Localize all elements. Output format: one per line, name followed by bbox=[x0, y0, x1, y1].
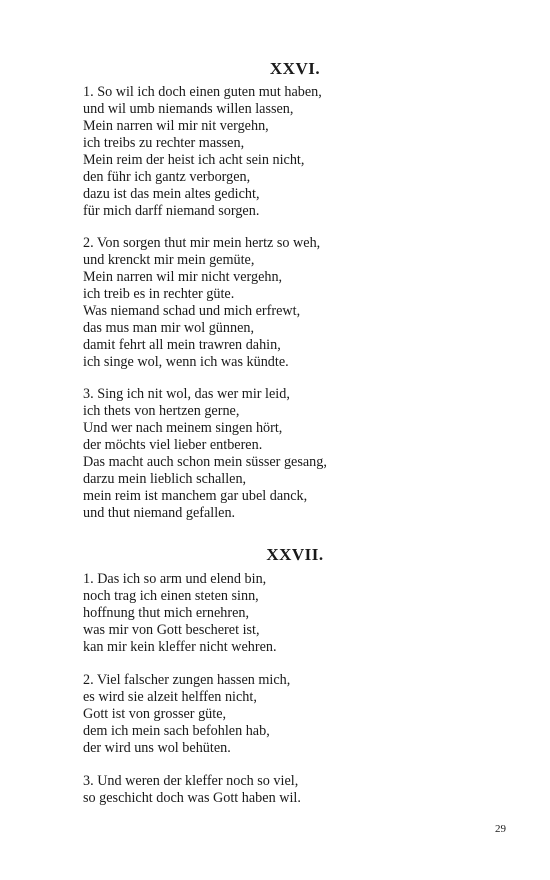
song-heading: XXVII. bbox=[266, 545, 324, 564]
verse-line: dem ich mein sach befohlen hab, bbox=[83, 723, 270, 739]
verse-line: damit fehrt all mein trawren dahin, bbox=[83, 337, 281, 353]
stanza bbox=[83, 571, 483, 656]
stanza bbox=[83, 672, 483, 757]
verse-line: 1. So wil ich doch einen guten mut haben, bbox=[83, 84, 322, 100]
stanza bbox=[83, 84, 483, 220]
song-heading: XXVI. bbox=[269, 59, 321, 78]
stanza bbox=[83, 386, 483, 522]
verse-line: mein reim ist manchem gar ubel danck, bbox=[83, 488, 308, 504]
verse-line: Mein narren wil mir nit vergehn, bbox=[83, 118, 269, 134]
verse-line: Gott ist von grosser güte, bbox=[83, 706, 227, 722]
verse-line: der wird uns wol behüten. bbox=[83, 740, 231, 756]
verse-line: das mus man mir wol günnen, bbox=[83, 320, 255, 336]
verse-line: ich thets von hertzen gerne, bbox=[83, 403, 240, 419]
page-number: 29 bbox=[495, 823, 506, 835]
verse-line: und thut niemand gefallen. bbox=[83, 505, 236, 521]
verse-line: Was niemand schad und mich erfrewt, bbox=[83, 303, 301, 319]
verse-line: den führ ich gantz verborgen, bbox=[83, 169, 251, 185]
verse-line: und wil umb niemands willen lassen, bbox=[83, 101, 294, 117]
verse-line: hoffnung thut mich ernehren, bbox=[83, 605, 250, 621]
verse-line: so geschicht doch was Gott haben wil. bbox=[83, 790, 301, 806]
verse-line: für mich darff niemand sorgen. bbox=[83, 203, 260, 219]
verse-line: noch trag ich einen steten sinn, bbox=[83, 588, 259, 604]
verse-line: was mir von Gott bescheret ist, bbox=[83, 622, 260, 638]
stanza bbox=[83, 235, 483, 371]
verse-line: dazu ist das mein altes gedicht, bbox=[83, 186, 260, 202]
verse-line: kan mir kein kleffer nicht wehren. bbox=[83, 639, 277, 655]
verse-line: ich treib es in rechter güte. bbox=[83, 286, 235, 302]
verse-line: 3. Sing ich nit wol, das wer mir leid, bbox=[83, 386, 290, 402]
verse-line: 1. Das ich so arm und elend bin, bbox=[83, 571, 267, 587]
verse-line: und krenckt mir mein gemüte, bbox=[83, 252, 255, 268]
verse-line: Mein reim der heist ich acht sein nicht, bbox=[83, 152, 305, 168]
verse-line: 2. Von sorgen thut mir mein hertz so weh, bbox=[83, 235, 321, 251]
verse-line: darzu mein lieblich schallen, bbox=[83, 471, 247, 487]
verse-line: 3. Und weren der kleffer noch so viel, bbox=[83, 773, 299, 789]
stanza bbox=[83, 773, 483, 807]
verse-line: es wird sie alzeit helffen nicht, bbox=[83, 689, 257, 705]
verse-line: ich treibs zu rechter massen, bbox=[83, 135, 245, 151]
verse-line: ich singe wol, wenn ich was kündte. bbox=[83, 354, 289, 370]
verse-line: Mein narren wil mir nicht vergehn, bbox=[83, 269, 283, 285]
verse-line: 2. Viel falscher zungen hassen mich, bbox=[83, 672, 291, 688]
verse-line: Das macht auch schon mein süsser gesang, bbox=[83, 454, 327, 470]
verse-line: Und wer nach meinem singen hört, bbox=[83, 420, 283, 436]
verse-line: der möchts viel lieber entberen. bbox=[83, 437, 263, 453]
